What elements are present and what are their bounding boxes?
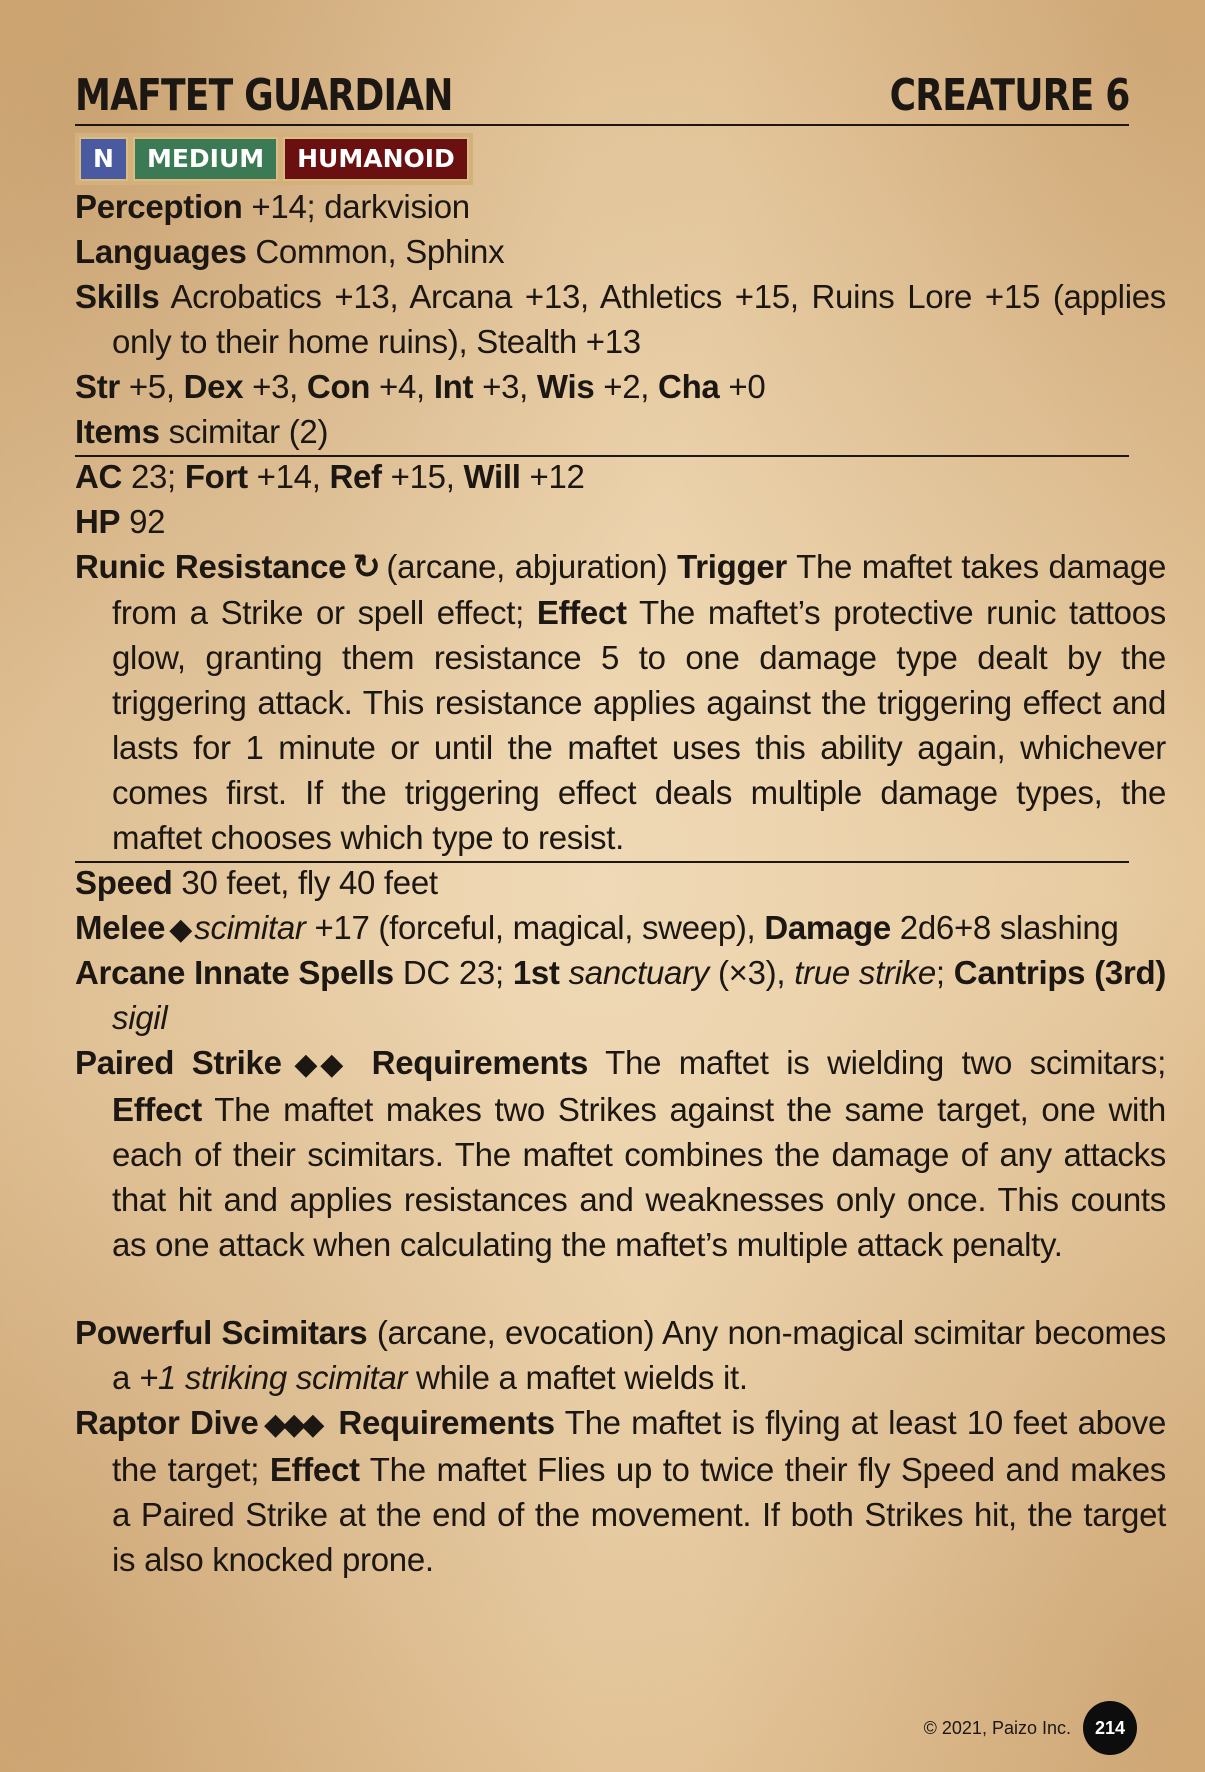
trait-size: MEDIUM <box>133 137 278 181</box>
hp-line: HP 92 <box>75 503 166 540</box>
page-number: 214 <box>1083 1701 1137 1755</box>
one-action-icon: ◆ <box>169 913 187 946</box>
powerful-scimitars-ability: Powerful Scimitars (arcane, evocation) Any non-magical scimitar becomes a +1 striking scimitar while a maftet wields it. <box>75 1314 1166 1396</box>
ability-scores-line: Str +5, Dex +3, Con +4, Int +3, Wis +2, Cha +0 <box>75 368 766 405</box>
creature-name: MAFTET GUARDIAN <box>75 70 453 121</box>
creature-level: CREATURE 6 <box>889 70 1129 121</box>
languages-line: Languages Common, Sphinx <box>75 233 505 270</box>
paired-strike-ability: Paired Strike ◆◆ Requirements The maftet is wielding two scimitars; Effect The maftet makes two Strikes against the same target, one with each of their scimitars. The maftet combines the damage of any attacks that hit and applies resistances and weaknesses only once. This counts as one attack when calculating the maftet’s multiple attack penalty. <box>75 1044 1166 1263</box>
runic-resistance-ability: Runic Resistance ↻ (arcane, abjuration) Trigger The maftet takes damage from a Strike or spell effect; Effect The maftet’s protective runic tattoos glow, granting them resistance 5 to one damage type dealt by the triggering attack. This resistance applies against the triggering effect and lasts for 1 minute or until the maftet uses this ability again, whichever comes first. If the triggering effect deals multiple damage types, the maftet chooses which type to resist. <box>75 548 1167 856</box>
reaction-icon: ↻ <box>352 548 381 586</box>
innate-spells-line: Arcane Innate Spells DC 23; 1st sanctuary (×3), true strike; Cantrips (3rd) sigil <box>75 954 1167 1036</box>
copyright-notice: © 2021, Paizo Inc. <box>923 1717 1071 1738</box>
items-line: Items scimitar (2) <box>75 413 329 450</box>
melee-strike-line: Melee ◆ scimitar +17 (forceful, magical, sweep), Damage 2d6+8 slashing <box>75 909 1119 946</box>
two-actions-icon: ◆◆ <box>285 1048 347 1081</box>
trait-alignment: N <box>79 137 128 181</box>
stat-block-header <box>75 68 1129 126</box>
speed-line: Speed 30 feet, fly 40 feet <box>75 864 438 901</box>
skills-line: Skills Acrobatics +13, Arcana +13, Athletics +15, Ruins Lore +15 (applies only to their home ruins), Stealth +13 <box>75 278 1166 360</box>
defenses-line: AC 23; Fort +14, Ref +15, Will +12 <box>75 458 585 495</box>
three-actions-icon: ◆◆◆ <box>262 1408 320 1441</box>
perception-line: Perception +14; darkvision <box>75 188 470 225</box>
page-footer <box>924 1700 1137 1756</box>
trait-type: HUMANOID <box>283 137 469 181</box>
raptor-dive-ability: Raptor Dive ◆◆◆ Requirements The maftet is flying at least 10 feet above the target; Effect The maftet Flies up to twice their fly Speed and makes a Paired Strike at the end of the movement. If both Strikes hit, the target is also knocked prone. <box>75 1404 1167 1578</box>
trait-list <box>75 133 473 185</box>
